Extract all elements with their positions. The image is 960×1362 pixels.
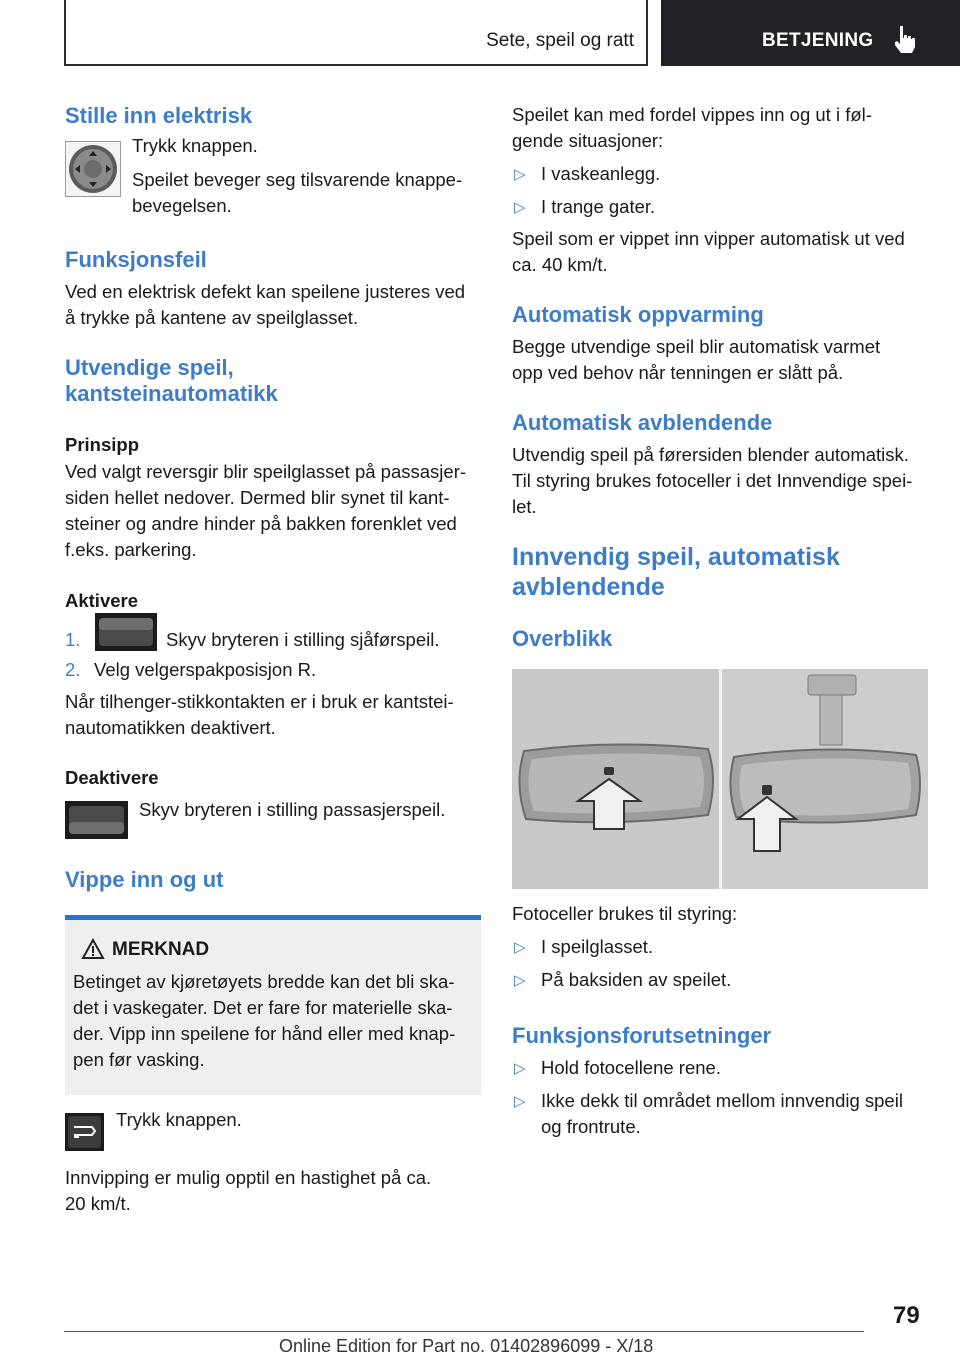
warning-triangle-icon [81,938,105,960]
fold-situations-list [512,161,928,220]
mirror-joystick-icon [65,141,121,197]
heating-text-1: Begge utvendige speil blir automatisk varmet [512,336,881,357]
activate-step [65,657,481,683]
fold-button-text: Trykk knappen. [116,1109,242,1130]
dimming-text-3: let. [512,496,537,517]
electric-adjust-text-2b: bevegelsen. [132,195,232,216]
notice-top-bar [65,915,481,920]
auto-unfold-text-2: ca. 40 km/t. [512,254,608,275]
header-chapter-box [661,0,960,66]
list-item: ▷ På baksiden av speilet. [512,967,928,993]
footer-divider [64,1331,864,1332]
triangle-bullet-icon: ▷ [514,972,526,989]
mirror-switch-icon [95,613,157,651]
heading-auto-heating: Automatisk oppvarming [512,302,764,327]
mirror-switch-icon [65,801,128,839]
heading-malfunction: Funksjonsfeil [65,247,207,272]
heading-deactivate: Deaktivere [65,767,159,788]
auto-unfold-text-1: Speil som er vippet inn vipper automatisk ut ved [512,228,905,249]
list-item: ▷ I vaskeanlegg. [512,161,928,187]
dimming-text-1: Utvendig speil på førersiden blender automatisk. [512,444,909,465]
fold-button-block [65,1107,481,1157]
notice-text-3: der. Vipp inn speilene for hånd eller med knap- [73,1023,456,1044]
electric-adjust-text-1: Trykk knappen. [132,135,258,156]
heading-activate: Aktivere [65,590,139,611]
photo-caption: Fotoceller brukes til styring: [512,903,738,924]
heading-principle: Prinsipp [65,434,140,455]
step-number: 1. [65,629,81,650]
header-chapter-title: BETJENING [762,30,874,51]
page-number: 79 [893,1302,920,1329]
requirements-list [512,1055,928,1140]
dimming-text-2: Til styring brukes fotoceller i det Innvendige spei- [512,470,913,491]
fold-speed-text-2: 20 km/t. [65,1193,131,1214]
step-text: Skyv bryteren i stilling sjåførspeil. [166,629,440,650]
fold-intro-text-1: Speilet kan med fordel vippes inn og ut i føl- [512,104,872,125]
step-text: Velg velgerspakposisjon R. [94,659,317,680]
step-number: 2. [65,659,81,680]
heading-requirements: Funksjonsforutsetninger [512,1023,772,1048]
activate-text-2: nautomatikken deaktivert. [65,717,276,738]
malfunction-text-1: Ved en elektrisk defekt kan speilene justeres ved [65,281,466,302]
deactivate-text: Skyv bryteren i stilling passasjerspeil. [139,799,446,820]
notice-text-4: pen før vasking. [73,1049,205,1070]
heading-curb-mirror-1: Utvendige speil, [65,355,234,380]
activate-text-1: Når tilhenger-stikkontakten er i bruk er kantstei- [65,691,454,712]
triangle-bullet-icon: ▷ [514,199,526,216]
activate-step [65,623,481,657]
right-column [512,100,928,1140]
principle-text-1: Ved valgt reversgir blir speilglasset på passasjer- [65,461,467,482]
left-column [65,100,481,1217]
page-header [64,0,960,66]
heading-curb-mirror-2: kantsteinautomatikk [65,381,278,406]
heating-text-2: opp ved behov når tenningen er slått på. [512,362,844,383]
triangle-bullet-icon: ▷ [514,166,526,183]
principle-text-3: steiner og andre hinder på bakken forenklet ved [65,513,457,534]
fold-speed-text-1: Innvipping er mulig opptil en hastighet på ca. [65,1167,432,1188]
notice-text-1: Betinget av kjøretøyets bredde kan det bli ska- [73,971,455,992]
photocell-list [512,934,928,993]
hand-pointer-icon [893,24,919,54]
heading-overview: Overblikk [512,626,613,651]
activate-steps [65,623,481,683]
electric-adjust-block [65,133,481,216]
triangle-bullet-icon: ▷ [514,1060,526,1077]
triangle-bullet-icon: ▷ [514,939,526,956]
principle-text-4: f.eks. parkering. [65,539,197,560]
list-item: ▷ I speilglasset. [512,934,928,960]
electric-adjust-text-2a: Speilet beveger seg tilsvarende knappe- [132,169,463,190]
header-section-title: Sete, speil og ratt [486,30,634,51]
notice-title-text: MERKNAD [112,939,210,960]
mirror-photo [512,669,928,889]
mirror-fold-button-icon [65,1113,104,1151]
notice-text-2: det i vaskegater. Det er fare for materielle ska- [73,997,453,1018]
fold-intro-text-2: gende situasjoner: [512,130,664,151]
notice-title [73,937,473,963]
heading-electric-adjust: Stille inn elektrisk [65,103,253,128]
heading-inner-mirror-2: avblendende [512,573,665,601]
malfunction-text-2: å trykke på kantene av speilglasset. [65,307,359,328]
list-item: ▷ I trange gater. [512,194,928,220]
deactivate-block [65,797,481,839]
heading-inner-mirror-1: Innvendig speil, automatisk [512,543,840,571]
principle-text-2: siden hellet nedover. Dermed blir synet til kant- [65,487,450,508]
footer-edition: Online Edition for Part no. 01402896099 - X/18 [279,1336,654,1356]
triangle-bullet-icon: ▷ [514,1093,526,1110]
notice-box [65,915,481,1095]
heading-auto-dimming: Automatisk avblendende [512,410,773,435]
heading-fold: Vippe inn og ut [65,867,224,892]
list-item: ▷ Ikke dekk til området mellom innvendig speil og frontrute. [514,1090,903,1137]
list-item: ▷ Hold fotocellene rene. [512,1055,928,1081]
header-section-box [64,0,648,66]
